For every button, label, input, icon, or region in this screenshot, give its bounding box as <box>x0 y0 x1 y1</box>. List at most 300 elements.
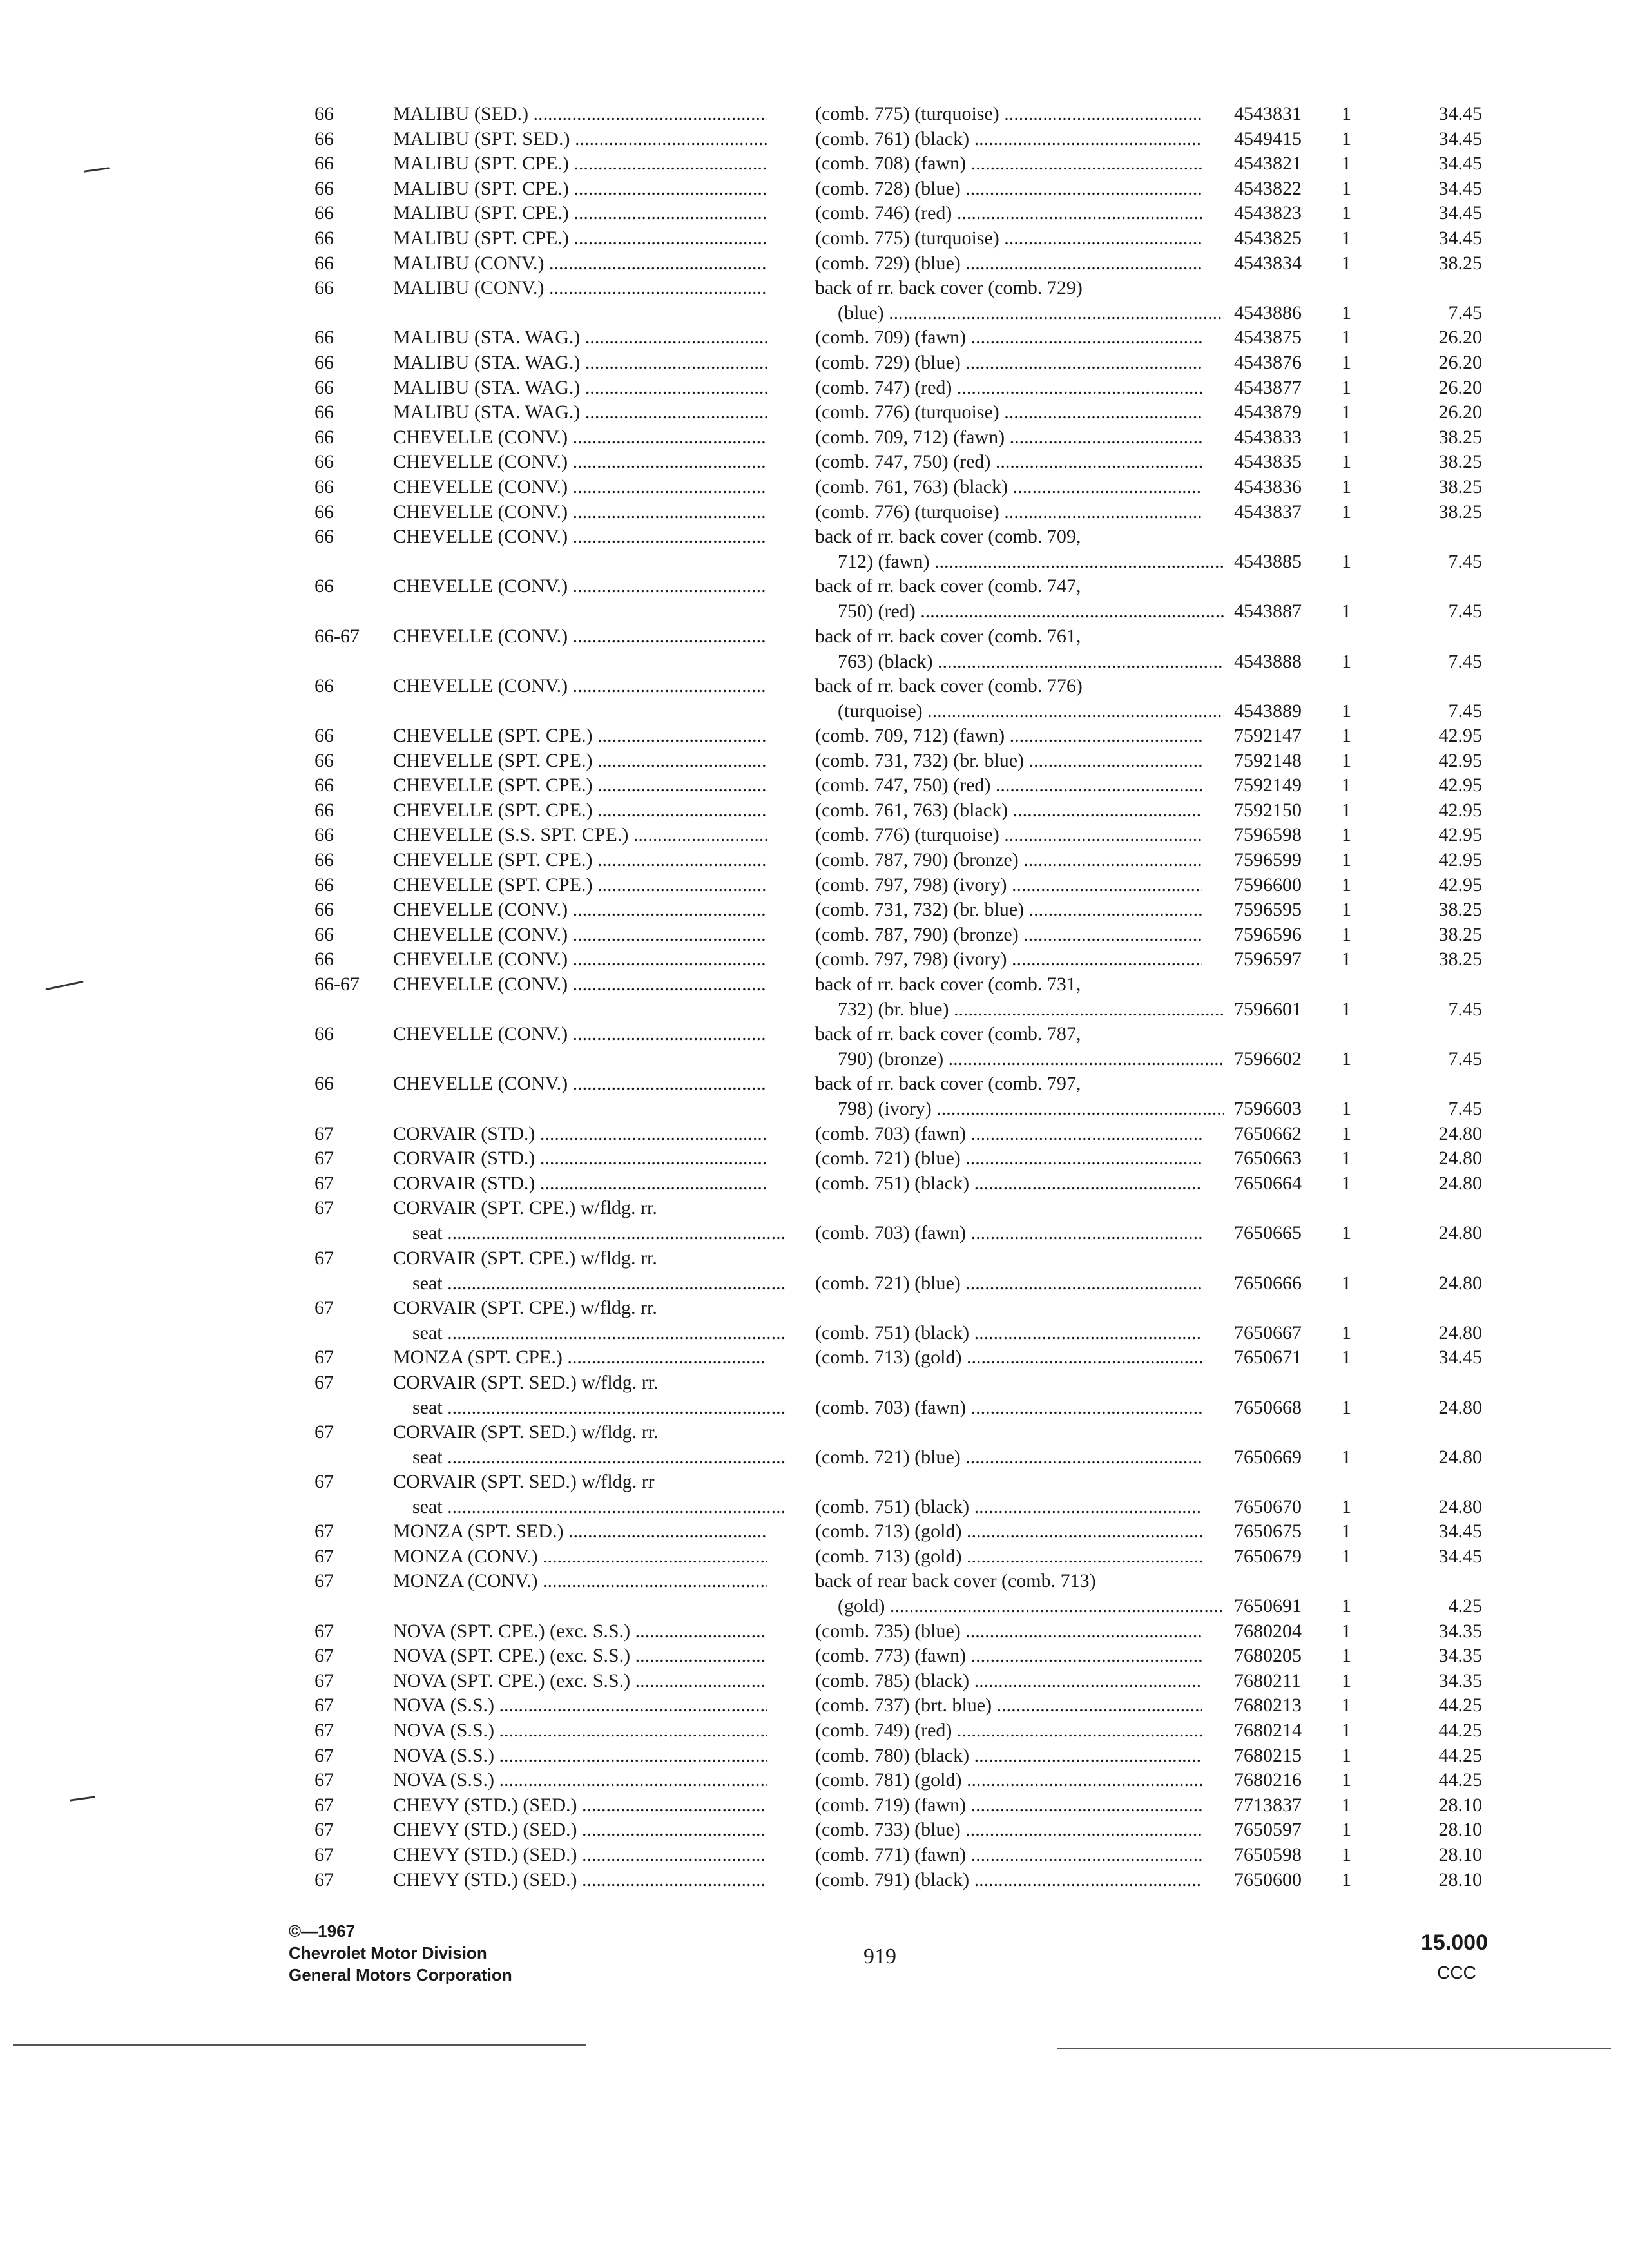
part-description: (comb. 776) (turquoise) ..... <box>815 400 1202 425</box>
part-number: 7596602 <box>1234 1048 1302 1070</box>
model-year: 67 <box>314 1794 334 1816</box>
quantity: 1 <box>1342 302 1351 323</box>
price: 26.20 <box>1438 327 1482 348</box>
price: 38.25 <box>1438 948 1482 970</box>
quantity: 1 <box>1342 1620 1351 1642</box>
model-name: CORVAIR (SPT. CPE.) w/fldg. rr. <box>393 1197 657 1218</box>
model-name: MALIBU (CONV.) ..... <box>393 276 767 300</box>
price: 38.25 <box>1438 451 1482 472</box>
price: 24.80 <box>1438 1273 1482 1294</box>
model-name: CHEVELLE (CONV.) ..... <box>393 947 767 972</box>
model-year: 67 <box>314 1471 334 1492</box>
quantity: 1 <box>1342 700 1351 722</box>
quantity: 1 <box>1342 849 1351 870</box>
part-number: 4543834 <box>1234 253 1302 274</box>
model-year: 66 <box>314 451 334 472</box>
model-name: MONZA (CONV.) ..... <box>393 1569 767 1593</box>
part-number: 4543837 <box>1234 501 1302 523</box>
model-year: 66 <box>314 153 334 174</box>
price: 34.35 <box>1438 1620 1482 1642</box>
part-description: back of rr. back cover (comb. 747, <box>815 575 1081 597</box>
part-description: (comb. 747) (red) ..... <box>815 376 1202 400</box>
part-number: 7650679 <box>1234 1546 1302 1567</box>
part-number: 7650665 <box>1234 1222 1302 1244</box>
quantity: 1 <box>1342 1222 1351 1244</box>
model-year: 67 <box>314 1745 334 1766</box>
quantity: 1 <box>1342 725 1351 746</box>
model-name: CHEVELLE (SPT. CPE.) ..... <box>393 749 767 773</box>
part-number: 4543875 <box>1234 327 1302 348</box>
model-name: CHEVELLE (SPT. CPE.) ..... <box>393 773 767 798</box>
model-year: 66 <box>314 750 334 771</box>
price: 42.95 <box>1438 824 1482 845</box>
part-number: 7592149 <box>1234 774 1302 796</box>
price: 34.45 <box>1438 178 1482 199</box>
quantity: 1 <box>1342 1794 1351 1816</box>
part-number: 7650663 <box>1234 1148 1302 1169</box>
quantity: 1 <box>1342 774 1351 796</box>
model-year: 67 <box>314 1720 334 1741</box>
model-year: 66 <box>314 675 334 697</box>
model-name: CHEVELLE (CONV.) ..... <box>393 475 767 499</box>
model-name: CHEVELLE (CONV.) ..... <box>393 1072 767 1096</box>
model-name: CHEVELLE (SPT. CPE.) ..... <box>393 798 767 823</box>
price: 26.20 <box>1438 352 1482 373</box>
part-description: (comb. 709, 712) (fawn) ..... <box>815 425 1202 450</box>
model-name: CHEVELLE (CONV.) ..... <box>393 1022 767 1046</box>
model-year: 67 <box>314 1869 334 1890</box>
model-year: 66-67 <box>314 974 360 995</box>
section-code: CCC <box>1437 1963 1476 1983</box>
part-description: back of rr. back cover (comb. 709, <box>815 526 1081 547</box>
part-description: (comb. 747, 750) (red) ..... <box>815 773 1202 798</box>
part-description-cont: 790) (bronze) ..... <box>838 1047 1224 1072</box>
part-description: (comb. 731, 732) (br. blue) ..... <box>815 749 1202 773</box>
quantity: 1 <box>1342 1645 1351 1666</box>
price: 38.25 <box>1438 427 1482 448</box>
price: 38.25 <box>1438 924 1482 945</box>
part-number: 7596600 <box>1234 874 1302 896</box>
price: 42.95 <box>1438 750 1482 771</box>
part-number: 7592150 <box>1234 800 1302 821</box>
model-name: CORVAIR (SPT. CPE.) w/fldg. rr. <box>393 1247 657 1269</box>
part-description: (comb. 729) (blue) ..... <box>815 251 1202 276</box>
model-name: CHEVELLE (CONV.) ..... <box>393 923 767 947</box>
part-number: 7650669 <box>1234 1446 1302 1468</box>
part-number: 7650675 <box>1234 1521 1302 1542</box>
part-description: (comb. 761, 763) (black) ..... <box>815 798 1202 823</box>
part-description-cont: (turquoise) ..... <box>838 699 1224 724</box>
binder-hole-mark <box>70 1796 95 1802</box>
model-year: 67 <box>314 1197 334 1218</box>
quantity: 1 <box>1342 501 1351 523</box>
part-description: (comb. 773) (fawn) ..... <box>815 1644 1202 1668</box>
quantity: 1 <box>1342 427 1351 448</box>
model-year: 66 <box>314 874 334 896</box>
part-number: 7650666 <box>1234 1273 1302 1294</box>
part-description: (comb. 713) (gold) ..... <box>815 1544 1202 1569</box>
quantity: 1 <box>1342 899 1351 920</box>
price: 28.10 <box>1438 1819 1482 1840</box>
model-name: CHEVELLE (CONV.) ..... <box>393 674 767 698</box>
part-description: (comb. 713) (gold) ..... <box>815 1519 1202 1544</box>
division-line: Chevrolet Motor Division <box>289 1943 487 1963</box>
part-number: 4543822 <box>1234 178 1302 199</box>
part-description: (comb. 787, 790) (bronze) ..... <box>815 848 1202 872</box>
model-name: CHEVELLE (CONV.) ..... <box>393 972 767 997</box>
part-number: 7650597 <box>1234 1819 1302 1840</box>
model-year: 66 <box>314 849 334 870</box>
quantity: 1 <box>1342 924 1351 945</box>
model-year: 66 <box>314 1073 334 1094</box>
price: 7.45 <box>1448 1098 1482 1119</box>
model-name-cont: seat ..... <box>412 1321 786 1345</box>
price: 34.35 <box>1438 1670 1482 1691</box>
price: 44.25 <box>1438 1745 1482 1766</box>
part-number: 4543823 <box>1234 202 1302 224</box>
model-year: 66 <box>314 924 334 945</box>
quantity: 1 <box>1342 1446 1351 1468</box>
quantity: 1 <box>1342 1322 1351 1343</box>
quantity: 1 <box>1342 1546 1351 1567</box>
model-name: CHEVELLE (CONV.) ..... <box>393 624 767 649</box>
price: 34.45 <box>1438 1347 1482 1368</box>
price: 28.10 <box>1438 1869 1482 1890</box>
part-description: (comb. 775) (turquoise) ..... <box>815 226 1202 251</box>
quantity: 1 <box>1342 1273 1351 1294</box>
part-number: 7713837 <box>1234 1794 1302 1816</box>
model-name: MONZA (SPT. CPE.) ..... <box>393 1345 767 1370</box>
quantity: 1 <box>1342 824 1351 845</box>
price: 7.45 <box>1448 551 1482 572</box>
part-description: (comb. 780) (black) ..... <box>815 1744 1202 1768</box>
part-number: 7650598 <box>1234 1844 1302 1865</box>
part-description: (comb. 703) (fawn) ..... <box>815 1122 1202 1146</box>
price: 34.45 <box>1438 128 1482 149</box>
model-name: CHEVELLE (CONV.) ..... <box>393 898 767 922</box>
model-name: MALIBU (SPT. CPE.) ..... <box>393 177 767 201</box>
quantity: 1 <box>1342 1496 1351 1517</box>
part-description: (comb. 721) (blue) ..... <box>815 1445 1202 1470</box>
part-number: 7596598 <box>1234 824 1302 845</box>
quantity: 1 <box>1342 1720 1351 1741</box>
quantity: 1 <box>1342 1048 1351 1070</box>
model-year: 67 <box>314 1670 334 1691</box>
model-year: 67 <box>314 1695 334 1716</box>
quantity: 1 <box>1342 153 1351 174</box>
part-description: back of rr. back cover (comb. 776) <box>815 675 1083 697</box>
price: 34.45 <box>1438 1546 1482 1567</box>
quantity: 1 <box>1342 750 1351 771</box>
part-number: 7680214 <box>1234 1720 1302 1741</box>
model-name: CHEVELLE (CONV.) ..... <box>393 524 767 549</box>
model-name: MONZA (CONV.) ..... <box>393 1544 767 1569</box>
price: 26.20 <box>1438 401 1482 423</box>
model-year: 66 <box>314 227 334 249</box>
part-number: 7596595 <box>1234 899 1302 920</box>
model-year: 66 <box>314 899 334 920</box>
part-description: (comb. 775) (turquoise) ..... <box>815 102 1202 126</box>
model-name-cont: seat ..... <box>412 1271 786 1296</box>
model-year: 67 <box>314 1546 334 1567</box>
model-year: 67 <box>314 1173 334 1194</box>
model-name: MALIBU (SPT. CPE.) ..... <box>393 226 767 251</box>
part-number: 4543885 <box>1234 551 1302 572</box>
quantity: 1 <box>1342 874 1351 896</box>
part-number: 7650667 <box>1234 1322 1302 1343</box>
model-name: CHEVELLE (CONV.) ..... <box>393 425 767 450</box>
price: 38.25 <box>1438 899 1482 920</box>
part-number: 4549415 <box>1234 128 1302 149</box>
model-year: 67 <box>314 1148 334 1169</box>
part-description: (comb. 708) (fawn) ..... <box>815 151 1202 176</box>
quantity: 1 <box>1342 1173 1351 1194</box>
model-year: 66 <box>314 526 334 547</box>
model-year: 67 <box>314 1421 334 1443</box>
model-year: 67 <box>314 1769 334 1791</box>
part-description: (comb. 747, 750) (red) ..... <box>815 450 1202 474</box>
part-number: 7596596 <box>1234 924 1302 945</box>
part-description: (comb. 735) (blue) ..... <box>815 1619 1202 1644</box>
part-description: (comb. 709, 712) (fawn) ..... <box>815 724 1202 748</box>
model-year: 66 <box>314 800 334 821</box>
price: 42.95 <box>1438 800 1482 821</box>
model-name: CORVAIR (STD.) ..... <box>393 1171 767 1196</box>
part-description: (comb. 761) (black) ..... <box>815 127 1202 151</box>
quantity: 1 <box>1342 451 1351 472</box>
model-year: 66-67 <box>314 626 360 647</box>
part-number: 7596597 <box>1234 948 1302 970</box>
price: 28.10 <box>1438 1844 1482 1865</box>
part-description-cont: 712) (fawn) ..... <box>838 550 1224 574</box>
model-name: MALIBU (STA. WAG.) ..... <box>393 400 767 425</box>
part-description: (comb. 731, 732) (br. blue) ..... <box>815 898 1202 922</box>
bottom-rule-left <box>13 2044 586 2046</box>
price: 44.25 <box>1438 1769 1482 1791</box>
quantity: 1 <box>1342 103 1351 124</box>
model-name: NOVA (S.S.) ..... <box>393 1768 767 1792</box>
model-year: 67 <box>314 1372 334 1393</box>
model-name: CHEVY (STD.) (SED.) ..... <box>393 1793 767 1818</box>
model-name: MONZA (SPT. SED.) ..... <box>393 1519 767 1544</box>
part-number: 4543879 <box>1234 401 1302 423</box>
quantity: 1 <box>1342 1397 1351 1418</box>
section-number: 15.000 <box>1421 1930 1488 1955</box>
quantity: 1 <box>1342 1695 1351 1716</box>
model-year: 66 <box>314 1023 334 1044</box>
price: 7.45 <box>1448 1048 1482 1070</box>
model-name-cont: seat ..... <box>412 1396 786 1420</box>
part-description: (comb. 787, 790) (bronze) ..... <box>815 923 1202 947</box>
model-year: 66 <box>314 178 334 199</box>
price: 38.25 <box>1438 501 1482 523</box>
part-description: back of rear back cover (comb. 713) <box>815 1570 1096 1591</box>
model-year: 67 <box>314 1844 334 1865</box>
quantity: 1 <box>1342 1595 1351 1617</box>
price: 34.45 <box>1438 153 1482 174</box>
price: 38.25 <box>1438 253 1482 274</box>
quantity: 1 <box>1342 352 1351 373</box>
price: 38.25 <box>1438 476 1482 497</box>
model-year: 66 <box>314 128 334 149</box>
part-description: (comb. 761, 763) (black) ..... <box>815 475 1202 499</box>
model-year: 67 <box>314 1645 334 1666</box>
model-year: 66 <box>314 327 334 348</box>
model-name: MALIBU (SPT. SED.) ..... <box>393 127 767 151</box>
price: 4.25 <box>1448 1595 1482 1617</box>
part-number: 7596601 <box>1234 999 1302 1020</box>
price: 42.95 <box>1438 874 1482 896</box>
part-description: (comb. 776) (turquoise) ..... <box>815 823 1202 847</box>
part-number: 4543876 <box>1234 352 1302 373</box>
model-name: MALIBU (STA. WAG.) ..... <box>393 376 767 400</box>
price: 24.80 <box>1438 1496 1482 1517</box>
page-number: 919 <box>863 1945 896 1968</box>
part-number: 7680216 <box>1234 1769 1302 1791</box>
part-number: 7650671 <box>1234 1347 1302 1368</box>
part-number: 4543836 <box>1234 476 1302 497</box>
part-description: (comb. 797, 798) (ivory) ..... <box>815 947 1202 972</box>
model-year: 66 <box>314 103 334 124</box>
model-year: 66 <box>314 774 334 796</box>
quantity: 1 <box>1342 1123 1351 1144</box>
part-number: 4543886 <box>1234 302 1302 323</box>
quantity: 1 <box>1342 202 1351 224</box>
model-name-cont: seat ..... <box>412 1445 786 1470</box>
quantity: 1 <box>1342 551 1351 572</box>
model-year: 66 <box>314 824 334 845</box>
part-number: 4543821 <box>1234 153 1302 174</box>
quantity: 1 <box>1342 476 1351 497</box>
part-number: 7650662 <box>1234 1123 1302 1144</box>
part-number: 7680205 <box>1234 1645 1302 1666</box>
part-number: 7596603 <box>1234 1098 1302 1119</box>
part-number: 7596599 <box>1234 849 1302 870</box>
part-number: 4543831 <box>1234 103 1302 124</box>
price: 42.95 <box>1438 774 1482 796</box>
model-year: 66 <box>314 352 334 373</box>
model-year: 66 <box>314 253 334 274</box>
quantity: 1 <box>1342 1769 1351 1791</box>
part-number: 7680215 <box>1234 1745 1302 1766</box>
part-description-cont: 732) (br. blue) ..... <box>838 997 1224 1022</box>
part-description: back of rr. back cover (comb. 787, <box>815 1023 1081 1044</box>
price: 34.45 <box>1438 227 1482 249</box>
part-description: (comb. 703) (fawn) ..... <box>815 1396 1202 1420</box>
model-year: 66 <box>314 725 334 746</box>
part-description: (comb. 721) (blue) ..... <box>815 1146 1202 1171</box>
model-name: NOVA (SPT. CPE.) (exc. S.S.) ..... <box>393 1669 767 1693</box>
quantity: 1 <box>1342 327 1351 348</box>
quantity: 1 <box>1342 1347 1351 1368</box>
quantity: 1 <box>1342 948 1351 970</box>
model-name: CHEVELLE (SPT. CPE.) ..... <box>393 724 767 748</box>
price: 24.80 <box>1438 1446 1482 1468</box>
model-year: 67 <box>314 1123 334 1144</box>
price: 42.95 <box>1438 849 1482 870</box>
part-description: (comb. 728) (blue) ..... <box>815 177 1202 201</box>
price: 24.80 <box>1438 1322 1482 1343</box>
part-description: (comb. 791) (black) ..... <box>815 1868 1202 1892</box>
quantity: 1 <box>1342 1869 1351 1890</box>
part-description: (comb. 781) (gold) ..... <box>815 1768 1202 1792</box>
part-number: 7650670 <box>1234 1496 1302 1517</box>
part-description: (comb. 751) (black) ..... <box>815 1171 1202 1196</box>
model-name: NOVA (S.S.) ..... <box>393 1744 767 1768</box>
model-name: CHEVY (STD.) (SED.) ..... <box>393 1843 767 1867</box>
quantity: 1 <box>1342 999 1351 1020</box>
part-description: (comb. 771) (fawn) ..... <box>815 1843 1202 1867</box>
quantity: 1 <box>1342 1098 1351 1119</box>
corporation-line: General Motors Corporation <box>289 1965 512 1984</box>
part-description: (comb. 733) (blue) ..... <box>815 1818 1202 1842</box>
model-name: CHEVELLE (S.S. SPT. CPE.) ..... <box>393 823 767 847</box>
price: 34.45 <box>1438 103 1482 124</box>
part-description: (comb. 709) (fawn) ..... <box>815 325 1202 350</box>
quantity: 1 <box>1342 1745 1351 1766</box>
part-number: 4543825 <box>1234 227 1302 249</box>
model-name: NOVA (S.S.) ..... <box>393 1693 767 1718</box>
quantity: 1 <box>1342 800 1351 821</box>
model-name: CORVAIR (STD.) ..... <box>393 1146 767 1171</box>
model-year: 67 <box>314 1620 334 1642</box>
part-description: (comb. 785) (black) ..... <box>815 1669 1202 1693</box>
model-name: CORVAIR (SPT. SED.) w/fldg. rr. <box>393 1421 659 1443</box>
model-name: CORVAIR (SPT. CPE.) w/fldg. rr. <box>393 1297 657 1318</box>
model-name: NOVA (SPT. CPE.) (exc. S.S.) ..... <box>393 1619 767 1644</box>
quantity: 1 <box>1342 1521 1351 1542</box>
part-number: 4543888 <box>1234 651 1302 672</box>
price: 24.80 <box>1438 1148 1482 1169</box>
part-number: 4543835 <box>1234 451 1302 472</box>
part-description: (comb. 751) (black) ..... <box>815 1321 1202 1345</box>
quantity: 1 <box>1342 651 1351 672</box>
model-year: 66 <box>314 501 334 523</box>
model-year: 66 <box>314 401 334 423</box>
part-description: (comb. 737) (brt. blue) ..... <box>815 1693 1202 1718</box>
part-number: 7592148 <box>1234 750 1302 771</box>
price: 34.45 <box>1438 1521 1482 1542</box>
quantity: 1 <box>1342 601 1351 622</box>
model-year: 66 <box>314 575 334 597</box>
bottom-rule-right <box>1057 2048 1611 2049</box>
part-number: 7680204 <box>1234 1620 1302 1642</box>
price: 7.45 <box>1448 999 1482 1020</box>
model-year: 67 <box>314 1521 334 1542</box>
part-description: (comb. 746) (red) ..... <box>815 201 1202 226</box>
part-number: 7650691 <box>1234 1595 1302 1617</box>
model-name: CORVAIR (STD.) ..... <box>393 1122 767 1146</box>
price: 24.80 <box>1438 1397 1482 1418</box>
model-name: MALIBU (CONV.) ..... <box>393 251 767 276</box>
price: 7.45 <box>1448 651 1482 672</box>
model-year: 66 <box>314 476 334 497</box>
quantity: 1 <box>1342 1844 1351 1865</box>
model-name: CHEVELLE (CONV.) ..... <box>393 500 767 524</box>
price: 7.45 <box>1448 601 1482 622</box>
part-description-cont: (blue) ..... <box>838 301 1224 325</box>
model-name: CORVAIR (SPT. SED.) w/fldg. rr. <box>393 1372 659 1393</box>
part-number: 4543833 <box>1234 427 1302 448</box>
part-description-cont: 750) (red) ..... <box>838 599 1224 624</box>
price: 42.95 <box>1438 725 1482 746</box>
price: 26.20 <box>1438 377 1482 398</box>
part-number: 7650600 <box>1234 1869 1302 1890</box>
publisher-block <box>289 1920 512 1986</box>
part-description: (comb. 749) (red) ..... <box>815 1718 1202 1743</box>
model-year: 66 <box>314 377 334 398</box>
model-year: 67 <box>314 1297 334 1318</box>
